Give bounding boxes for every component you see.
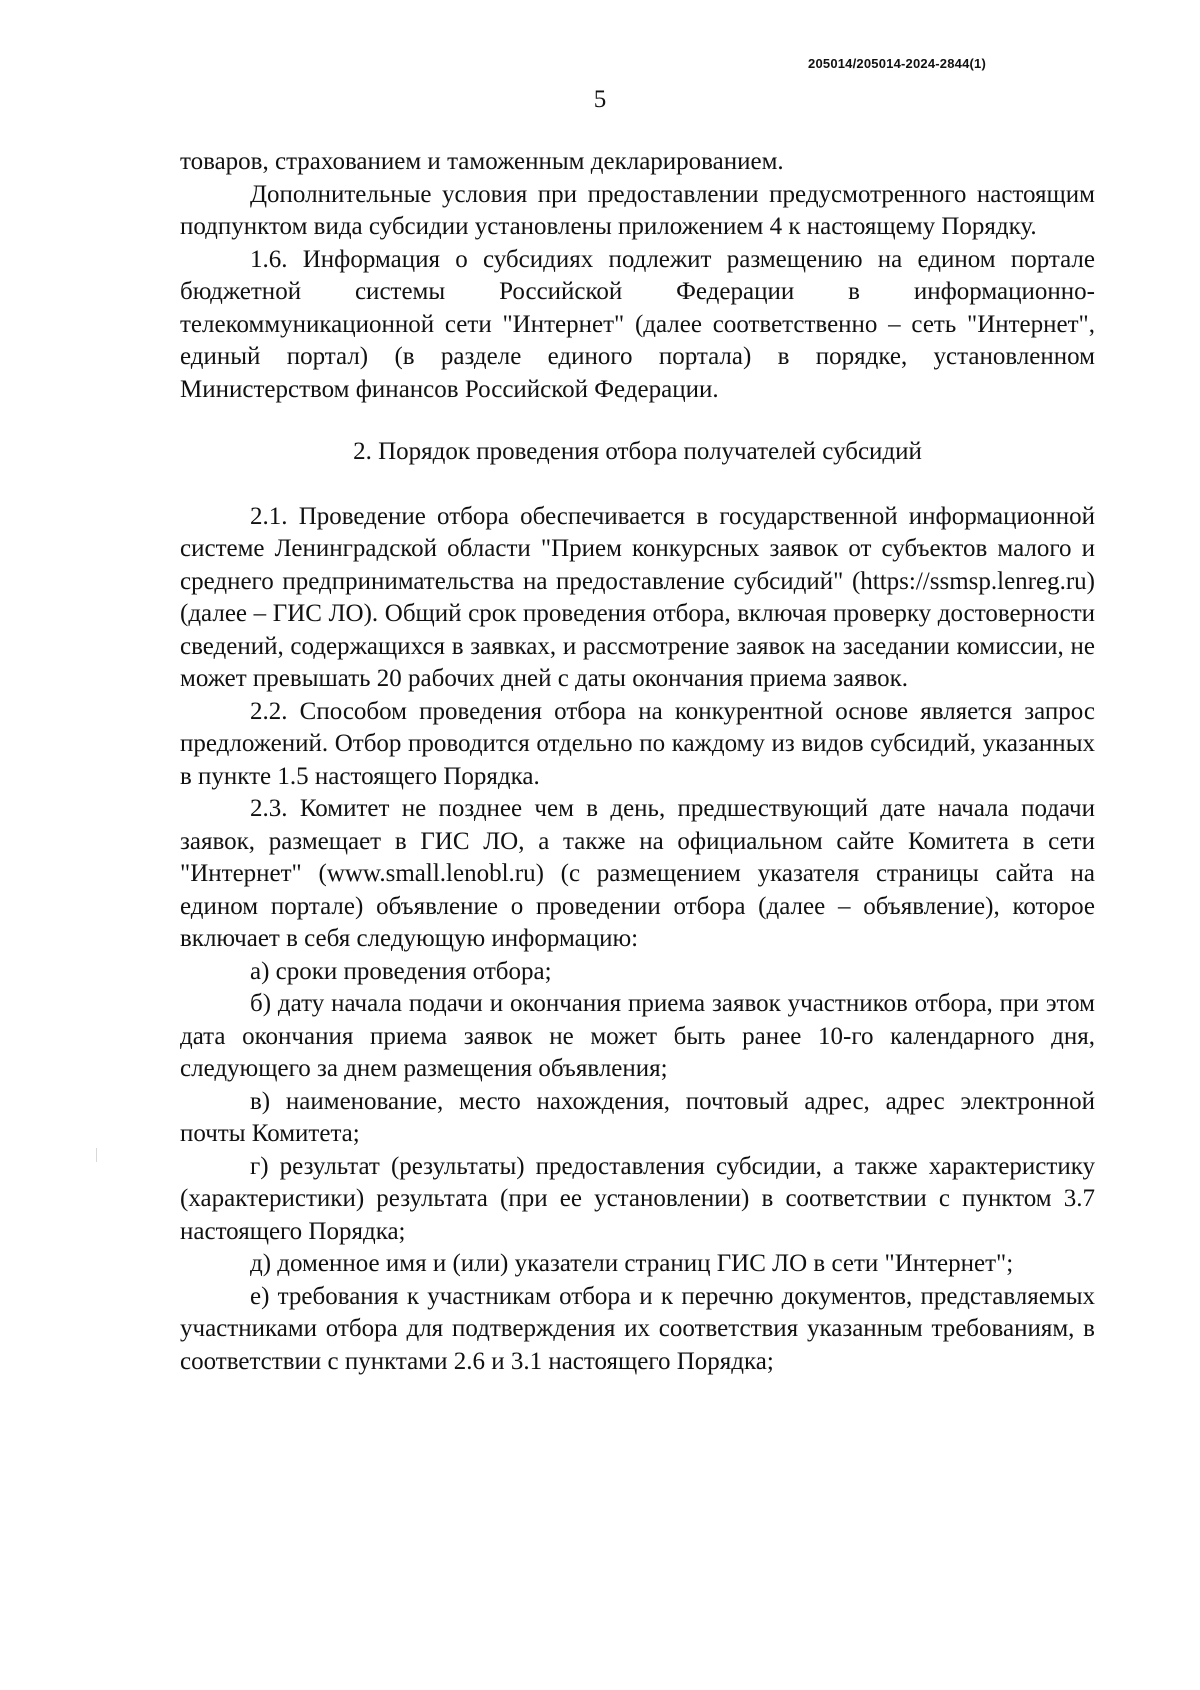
scan-artifact — [96, 1148, 97, 1162]
list-item-a: а) сроки проведения отбора; — [250, 957, 552, 985]
list-item-g: г) результат (результаты) предоставления субсидии, а также характеристику (характеристики) результата (при ее установлении) в соответствии с пунктом 3.7 настоящего Порядка; — [180, 1152, 1095, 1245]
list-item-e: е) требования к участникам отбора и к перечню документов, представляемых участниками отбора для подтверждения их соответствия указанным требованиям, в соответствии с пунктами 2.6 и 3.1 настоящего Порядка; — [180, 1282, 1095, 1375]
document-id: 205014/205014-2024-2844(1) — [808, 56, 986, 71]
list-item-d: д) доменное имя и (или) указатели страниц ГИС ЛО в сети "Интернет"; — [250, 1250, 1014, 1277]
paragraph-2-3: 2.3. Комитет не позднее чем в день, предшествующий дате начала подачи заявок, размещает в ГИС ЛО, а также на официальном сайте Комитета в сети "Интернет" (www.small.lenobl.ru) (с размещением указателя страницы сайта на едином портале) объявление о проведении отбора (далее – объявление), которое включает в себя следующую информацию: — [180, 795, 1095, 952]
page-number: 5 — [593, 86, 607, 113]
paragraph-continuation: товаров, страхованием и таможенным декларированием. — [180, 148, 784, 175]
section-title: 2. Порядок проведения отбора получателей субсидий — [353, 438, 922, 465]
paragraph-1-6: 1.6. Информация о субсидиях подлежит размещению на едином портале бюджетной системы Российской Федерации в информационно-телекоммуникационной сети "Интернет" (далее соответственно – сеть "Интернет", единый портал) (в разделе единого портала) в порядке, установленном Министерством финансов Российской Федерации. — [180, 245, 1095, 403]
paragraph-additional-conditions: Дополнительные условия при предоставлении предусмотренного настоящим подпунктом вида субсидии установлены приложением 4 к настоящему Порядку. — [180, 180, 1095, 240]
list-item-v: в) наименование, место нахождения, почтовый адрес, адрес электронной почты Комитета; — [180, 1087, 1095, 1147]
paragraph-2-1: 2.1. Проведение отбора обеспечивается в государственной информационной системе Ленинградской области "Прием конкурсных заявок от субъектов малого и среднего предпринимательства на предоставление субсидий" (https://ssmsp.lenreg.ru) (далее – ГИС ЛО). Общий срок проведения отбора, включая проверку достоверности сведений, содержащихся в заявках, и рассмотрение заявок на заседании комиссии, не может превышать 20 рабочих дней с даты окончания приема заявок. — [180, 502, 1095, 692]
list-item-b: б) дату начала подачи и окончания приема заявок участников отбора, при этом дата окончания приема заявок не может быть ранее 10-го календарного дня, следующего за днем размещения объявления; — [180, 990, 1095, 1082]
document-body — [180, 146, 1095, 1378]
paragraph-2-2: 2.2. Способом проведения отбора на конкурентной основе является запрос предложений. Отбор проводится отдельно по каждому из видов субсидий, указанных в пункте 1.5 настоящего Порядка. — [180, 697, 1095, 790]
